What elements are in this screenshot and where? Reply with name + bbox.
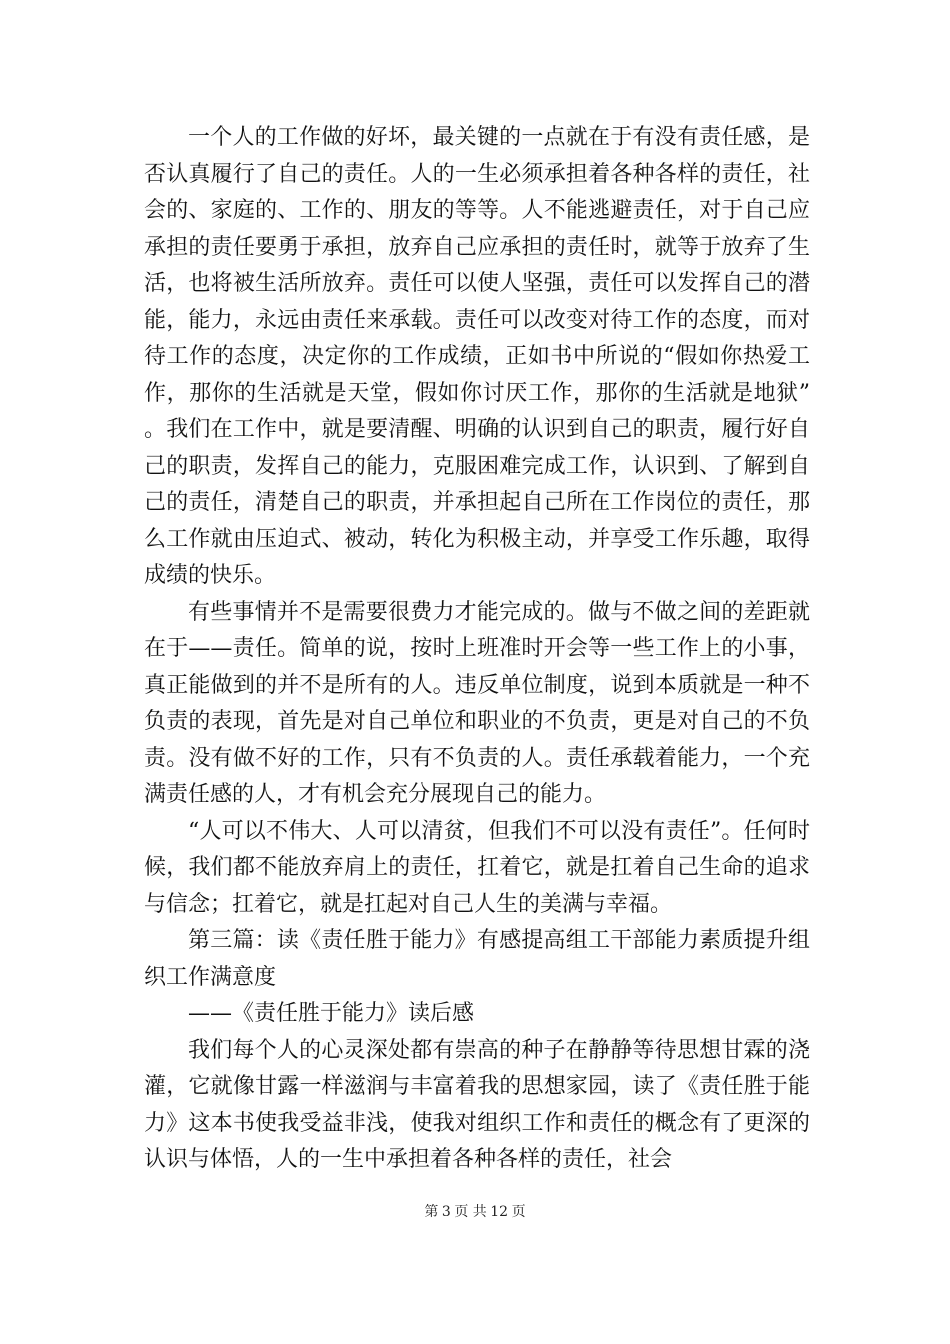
footer-suffix: 页	[511, 1204, 526, 1220]
document-body	[144, 120, 810, 1179]
footer-prefix: 第	[424, 1204, 439, 1220]
footer-total-pages: 12	[490, 1204, 509, 1220]
paragraph-quote-responsibility: “人可以不伟大、人可以清贫，但我们不可以没有责任”。任何时候，我们都不能放弃肩上的责任，扛着它，就是扛着自己生命的追求与信念；扛着它，就是扛起对自己人生的美满与幸福。	[144, 818, 810, 917]
section-heading-part-three: 第三篇：读《责任胜于能力》有感提高组工干部能力素质提升组织工作满意度	[144, 928, 810, 990]
paragraph-responsibility-attitude: 一个人的工作做的好坏，最关键的一点就在于有没有责任感，是否认真履行了自己的责任。人的一生必须承担着各种各样的责任，社会的、家庭的、工作的、朋友的等等。人不能逃避责任，对于自己应承担的责任要勇于承担，放弃自己应承担的责任时，就等于放弃了生活，也将被生活所放弃。责任可以使人坚强，责任可以发挥自己的潜能，能力，永远由责任来承载。责任可以改变对待工作的态度，而对待工作的态度，决定你的工作成绩，正如书中所说的“假如你热爱工作，那你的生活就是天堂，假如你讨厌工作，那你的生活就是地狱”。我们在工作中，就是要清醒、明确的认识到自己的职责，履行好自己的职责，发挥自己的能力，克服困难完成工作，认识到、了解到自己的责任，清楚自己的职责，并承担起自己所在工作岗位的责任，那么工作就由压迫式、被动，转化为积极主动，并享受工作乐趣，取得成绩的快乐。	[144, 125, 810, 588]
paragraph-doing-vs-not-doing: 有些事情并不是需要很费力才能完成的。做与不做之间的差距就在于——责任。简单的说，按时上班准时开会等一些工作上的小事，真正能做到的并不是所有的人。违反单位制度，说到本质就是一种不负责的表现，首先是对自己单位和职业的不负责，更是对自己的不负责。没有做不好的工作，只有不负责的人。责任承载着能力，一个充满责任感的人，才有机会充分展现自己的能力。	[144, 599, 810, 807]
footer-current-page: 3	[441, 1204, 451, 1220]
footer-middle: 页 共	[454, 1204, 487, 1220]
paragraph-reading-reflection: 我们每个人的心灵深处都有崇高的种子在静静等待思想甘霖的浇灌，它就像甘露一样滋润与丰富着我的思想家园，读了《责任胜于能力》这本书使我受益非浅，使我对组织工作和责任的概念有了更深的认识与体悟，人的一生中承担着各种各样的责任，社会	[144, 1037, 810, 1172]
page-footer	[0, 1203, 950, 1221]
section-subtitle: ——《责任胜于能力》读后感	[188, 1001, 475, 1026]
